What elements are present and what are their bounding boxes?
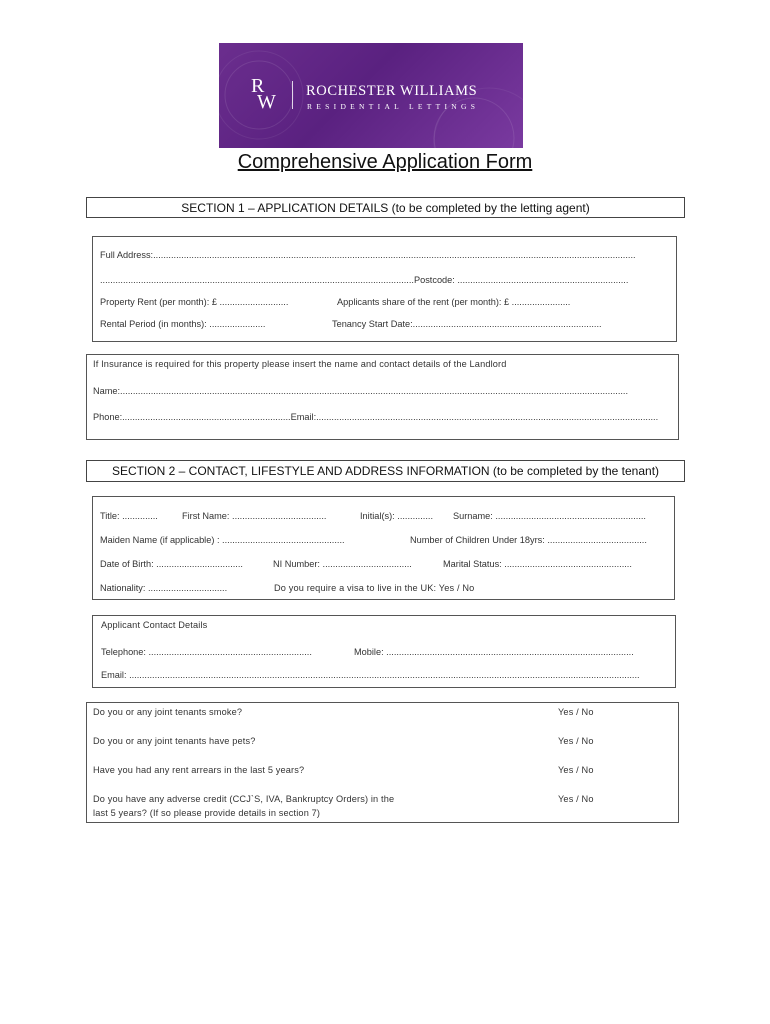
- smoke-question: Do you or any joint tenants smoke?: [93, 707, 243, 717]
- pets-answer[interactable]: Yes / No: [558, 736, 594, 746]
- logo-monogram-r: R: [251, 75, 265, 97]
- section-1-heading: SECTION 1 – APPLICATION DETAILS (to be completed by the letting agent): [86, 197, 685, 218]
- logo-company-name: ROCHESTER WILLIAMS: [306, 83, 478, 99]
- pets-question: Do you or any joint tenants have pets?: [93, 736, 256, 746]
- address-line2-postcode-field[interactable]: ...........................................................................................................................Postcode: ...................................................................: [100, 275, 629, 285]
- credit-answer[interactable]: Yes / No: [558, 794, 594, 804]
- property-rent-field[interactable]: Property Rent (per month): £ ...........................: [100, 297, 289, 307]
- credit-question: Do you have any adverse credit (CCJ`S, IVA, Bankruptcy Orders) in the: [93, 794, 395, 804]
- page-title: Comprehensive Application Form: [237, 151, 533, 173]
- tenancy-start-field[interactable]: Tenancy Start Date:..........................................................................: [332, 319, 602, 329]
- logo-divider: [292, 81, 293, 109]
- credit-question-line2: last 5 years? (If so please provide details in section 7): [93, 808, 321, 818]
- logo-company-subtitle: RESIDENTIAL LETTINGS: [307, 102, 480, 111]
- insurance-intro: If Insurance is required for this property please insert the name and contact details of the Landlord: [93, 359, 507, 369]
- logo-monogram-w: W: [257, 91, 276, 113]
- initials-field[interactable]: Initial(s): ..............: [360, 511, 434, 521]
- date-of-birth-field[interactable]: Date of Birth: ..................................: [100, 559, 243, 569]
- arrears-answer[interactable]: Yes / No: [558, 765, 594, 775]
- first-name-field[interactable]: First Name: .....................................: [182, 511, 327, 521]
- arrears-question: Have you had any rent arrears in the last 5 years?: [93, 765, 305, 775]
- children-field[interactable]: Number of Children Under 18yrs: .......................................: [410, 535, 647, 545]
- section-2-heading: SECTION 2 – CONTACT, LIFESTYLE AND ADDRESS INFORMATION (to be completed by the tenant): [86, 460, 685, 482]
- nationality-field[interactable]: Nationality: ...............................: [100, 583, 228, 593]
- email-field[interactable]: Email: ........................................................................................................................................................................................................: [101, 670, 640, 680]
- contact-details-heading: Applicant Contact Details: [101, 620, 208, 630]
- surname-field[interactable]: Surname: ...........................................................: [453, 511, 646, 521]
- marital-status-field[interactable]: Marital Status: ..................................................: [443, 559, 632, 569]
- title-field[interactable]: Title: ..............: [100, 511, 158, 521]
- maiden-name-field[interactable]: Maiden Name (if applicable) : ................................................: [100, 535, 345, 545]
- landlord-name-field[interactable]: Name:.......................................................................................................................................................................................................: [93, 386, 629, 396]
- visa-question[interactable]: Do you require a visa to live in the UK: Yes / No: [274, 583, 475, 593]
- full-address-field[interactable]: Full Address:.............................................................................................................................................................................................: [100, 250, 636, 260]
- telephone-field[interactable]: Telephone: ................................................................: [101, 647, 312, 657]
- ni-number-field[interactable]: NI Number: ...................................: [273, 559, 412, 569]
- logo-monogram: [239, 76, 279, 112]
- landlord-phone-email-field[interactable]: Phone:..................................................................Email:......................................................................................................................................: [93, 412, 659, 422]
- company-logo: [219, 43, 523, 148]
- mobile-field[interactable]: Mobile: .................................................................................................: [354, 647, 634, 657]
- lifestyle-box: [86, 702, 679, 823]
- smoke-answer[interactable]: Yes / No: [558, 707, 594, 717]
- applicant-share-field[interactable]: Applicants share of the rent (per month): £ .......................: [337, 297, 571, 307]
- rental-period-field[interactable]: Rental Period (in months): ......................: [100, 319, 266, 329]
